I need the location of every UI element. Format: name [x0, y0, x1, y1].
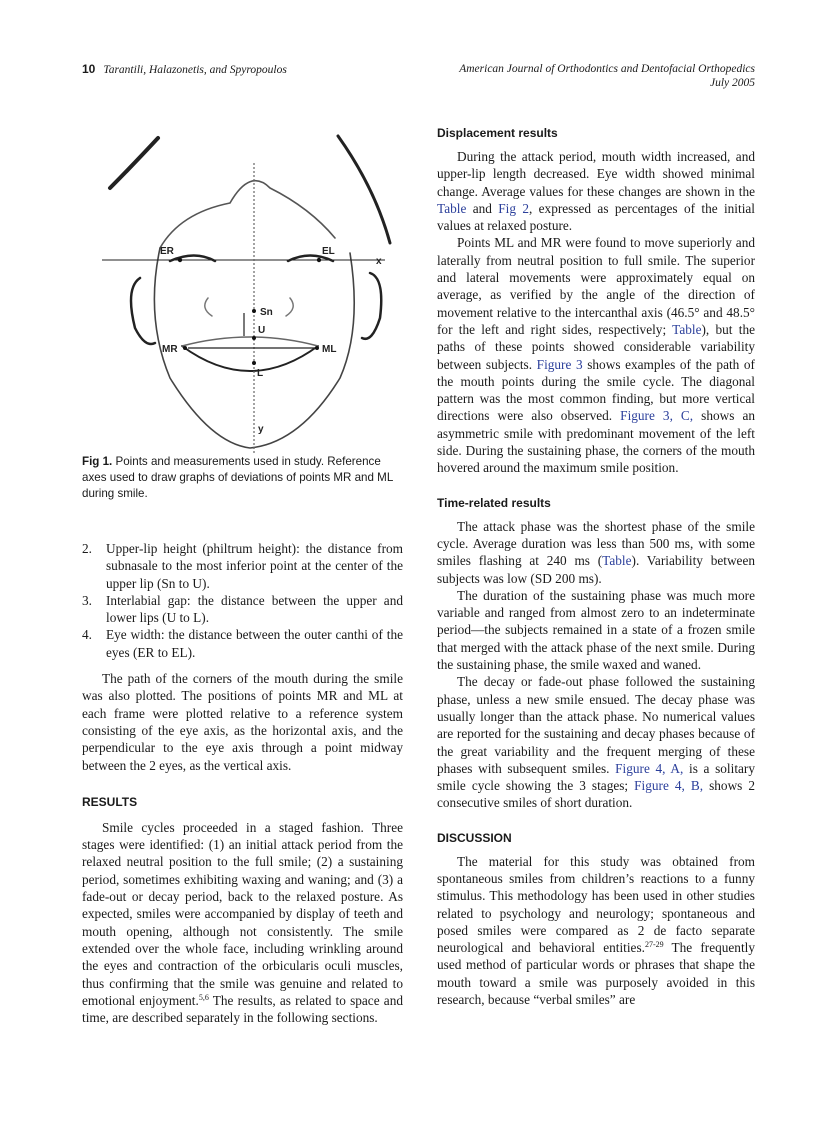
heading-discussion: DISCUSSION	[437, 830, 512, 845]
figure-caption	[82, 454, 403, 502]
text-run: shows 2 consecutive smiles of short duration.	[437, 778, 756, 811]
text-run: The path of the corners of the mouth during the smile was also plotted. The positions of points MR and ML at each frame were plotted relative to a reference system consisting of the eye axis, as the horizontal axis, and the perpendicular to the eye axis through a point midway between the 2 eyes, as the vertical axis.	[82, 671, 403, 773]
reference-link[interactable]: Table	[437, 200, 467, 216]
paragraph-displacement-1	[437, 148, 755, 234]
paragraph-displacement-2	[437, 234, 755, 476]
label-er: ER	[160, 246, 174, 257]
authors: Tarantili, Halazonetis, and Spyropoulos	[103, 64, 287, 76]
text-run: shows examples of the path of the mouth points during the smile cycle. The diagonal pattern was the most common finding, but more vertical directions were also observed.	[437, 356, 755, 424]
text-run: and	[466, 200, 499, 216]
head-outline-left	[110, 138, 158, 188]
label-sn: Sn	[260, 307, 273, 318]
label-u: U	[258, 325, 266, 336]
list-item	[82, 540, 403, 592]
issue-date: July 2005	[709, 77, 755, 89]
text-run: The material for this study was obtained from spontaneous smiles from children’s reactions to a funny stimulus. This methodology has been used in other studies related to psychology and neurology; spontaneous and posed smiles were compared as 2 de facto separate neurological and behavioral entities.	[437, 853, 755, 956]
text-run: The duration of the sustaining phase was much more variable and ranged from almost zero to an indeterminate period—the subjects remained in a state of a frozen smile that merged with the attack phase of the next smile. During the sustaining phase, the smile waxed and waned.	[437, 587, 755, 673]
running-head-right	[459, 62, 755, 90]
list-number: 2.	[82, 541, 92, 556]
text-run: ). Variability between subjects was low (SD 200 ms).	[437, 553, 755, 586]
label-x: x	[376, 256, 382, 267]
text-run: ), but the paths of these points showed considerable variability between subjects.	[437, 321, 755, 372]
text-run: The results, as related to space and time, are described separately in the following sections.	[82, 992, 403, 1026]
citation-superscript: 27-29	[644, 940, 664, 950]
text-run: Smile cycles proceeded in a staged fashion. Three stages were identified: (1) an initial attack period from the relaxed neutral position to the full smile; (2) a sustaining period, sometimes exhibiting waxing and waning; and (3) a fade-out or decay period, back to the relaxed posture. As expected, smiles were accompanied by display of teeth and mouth opening, although not consistently. The smile extended over the whole face, including wrinkling around the eyes and contraction of the orbicularis oculi muscles, thus confirming that the smile was genuine and related to emotional enjoyment.	[82, 819, 403, 1008]
text-run: Points ML and MR were found to move superiorly and laterally from neutral position to full smile. The superior and lateral movements were approximately equal on average, as verified by the angle of the direction of movement relative to the intercanthal axis (46.5° and 48.5° for the left and right sides, respectively;	[437, 235, 755, 337]
text-run: During the attack period, mouth width increased, and upper-lip length decreased. Eye width showed minimal change. Average values for these changes are shown in the	[437, 149, 755, 199]
reference-link[interactable]: Table	[602, 553, 632, 569]
left-column	[82, 540, 403, 1026]
reference-link[interactable]: Fig 2	[498, 200, 529, 216]
label-y: y	[258, 424, 264, 435]
label-mr: MR	[162, 344, 178, 355]
right-column	[437, 125, 755, 1008]
caption-text: Points and measurements used in study. Reference axes used to draw graphs of deviations of points MR and ML during smile.	[82, 455, 393, 500]
caption-label: Fig 1.	[82, 455, 113, 468]
label-l: L	[257, 368, 264, 379]
heading-results: RESULTS	[82, 794, 138, 809]
reference-link[interactable]: Figure 4, B,	[634, 778, 704, 794]
list-text: Interlabial gap: the distance between the upper and lower lips (U to L).	[106, 592, 403, 626]
text-run: The frequently used method of particular words or phrases that shape the mouth toward a smile was purposely avoided in this research, because “verbal smiles” are	[437, 940, 755, 1008]
paragraph-discussion	[437, 853, 755, 1009]
reference-link[interactable]: Figure 3	[536, 356, 583, 372]
reference-link[interactable]: Figure 3, C,	[620, 408, 694, 424]
measurement-list	[82, 540, 403, 661]
reference-link[interactable]: Figure 4, A,	[615, 760, 684, 776]
figure-face-diagram	[100, 128, 400, 458]
journal-name: American Journal of Orthodontics and Dentofacial Orthopedics	[459, 63, 755, 75]
text-run: The attack phase was the shortest phase of the smile cycle. Average duration was less than 500 ms, with some smiles flashing at 240 ms (	[437, 518, 755, 569]
paragraph-time-3	[437, 673, 755, 811]
list-item	[82, 592, 403, 627]
text-run: The decay or fade-out phase followed the sustaining phase, unless a new smile ensued. The decay phase was usually longer than the attack phase. No numerical values are reported for the sustaining and decay phases because of the great variability and the frequent merging of these phases with subsequent smiles.	[437, 674, 755, 776]
reference-link[interactable]: Table	[672, 321, 702, 337]
text-run: shows an asymmetric smile with predominant movement of the left side. During the sustaining phase, the corners of the mouth hovered around the maximum smile position.	[437, 408, 756, 476]
head-outline-right	[338, 136, 390, 243]
list-item	[82, 626, 403, 661]
heading-time: Time-related results	[437, 495, 551, 510]
list-number: 4.	[82, 627, 92, 643]
list-text: Upper-lip height (philtrum height): the distance from subnasale to the most inferior point at the center of the upper lip (Sn to U).	[106, 541, 403, 591]
citation-superscript: 5,6	[198, 992, 209, 1002]
page-number: 10	[82, 62, 96, 76]
paragraph-time-1	[437, 518, 755, 587]
paragraph-time-2	[437, 587, 755, 673]
heading-displacement: Displacement results	[437, 126, 558, 140]
running-head-left	[82, 62, 287, 77]
paragraph-path	[82, 670, 403, 774]
paragraph-results	[82, 819, 403, 1027]
label-ml: ML	[322, 344, 337, 355]
text-run: is a solitary smile cycle showing the 3 stages;	[437, 760, 755, 794]
text-run: , expressed as percentages of the initial values at relaxed posture.	[437, 200, 755, 234]
list-text: Eye width: the distance between the outer canthi of the eyes (ER to EL).	[106, 627, 403, 660]
list-number: 3.	[82, 592, 92, 608]
label-el: EL	[322, 246, 335, 257]
